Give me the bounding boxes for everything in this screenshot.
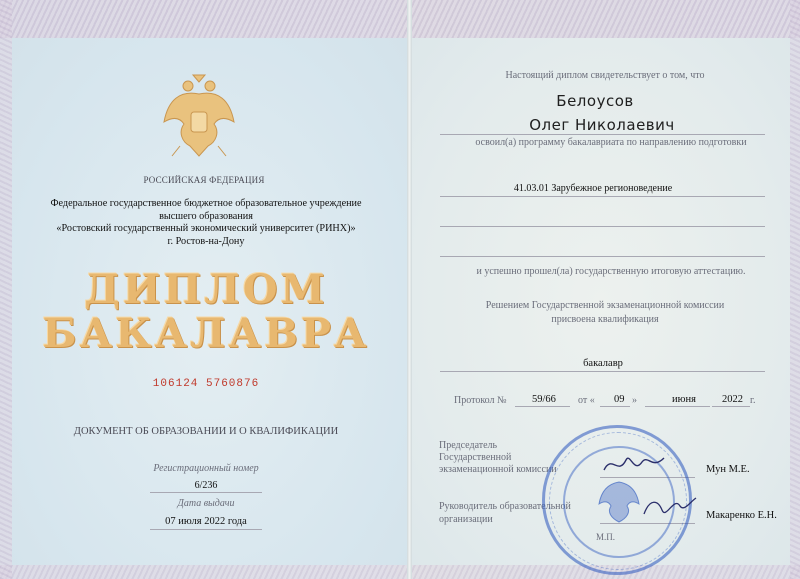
program-underline-2 [440,226,765,227]
registration-underline [150,492,262,493]
guilloche-border-top [0,0,800,38]
registration-number: 6/236 [194,480,218,491]
page-fold [407,0,412,579]
protocol-year-underline [712,406,750,407]
org-line-2: высшего образования [159,211,253,222]
holder-surname: Белоусов [556,92,634,110]
qualification-underline [440,371,765,372]
protocol-day-close: » [632,395,637,406]
issue-date-label: Дата выдачи [177,498,235,509]
title-bachelor: БАКАЛАВРА [42,310,370,357]
serial-number: 106124 5760876 [152,378,260,390]
guilloche-border-right [790,0,800,579]
guilloche-border-left [0,0,12,579]
qualification-value: бакалавр [583,358,623,369]
name-underline [440,134,765,135]
protocol-month-underline [645,406,710,407]
chair-label-3: экзаменационной комиссии [439,464,557,475]
head-label-1: Руководитель образовательной [439,501,571,512]
country-label: РОССИЙСКАЯ ФЕДЕРАЦИЯ [143,175,265,185]
org-line-3: «Ростовский государственный экономический университет (РИНХ)» [56,223,356,234]
attestation-text: и успешно прошел(ла) государственную итоговую аттестацию. [476,266,746,277]
program-underline-3 [440,256,765,257]
protocol-number: 59/66 [532,394,556,405]
protocol-year-suffix: г. [750,395,756,406]
head-signature-icon [640,492,700,522]
chair-name: Мун М.Е. [706,464,750,475]
issue-date-underline [150,529,262,530]
protocol-label: Протокол № [454,395,507,406]
holder-given-names: Олег Николаевич [529,116,675,134]
protocol-year: 2022 [722,394,743,405]
chair-label-2: Государственной [439,452,512,463]
intro-text: Настоящий диплом свидетельствует о том, что [505,70,705,81]
chair-signature-icon [600,450,670,478]
org-line-4: г. Ростов-на-Дону [167,236,245,247]
stamp-place-label: М.П. [596,532,616,542]
mastered-text: освоил(а) программу бакалавриата по направлению подготовки [475,137,747,148]
protocol-number-underline [515,406,570,407]
head-name: Макаренко Е.Н. [706,510,777,521]
org-line-1: Федеральное государственное бюджетное образовательное учреждение [50,198,362,209]
decision-line-2: присвоена квалификация [551,314,659,325]
protocol-day-underline [600,406,630,407]
seal-emblem-icon [597,478,641,524]
protocol-day: 09 [614,394,625,405]
title-diploma: ДИПЛОМ [84,266,328,313]
chair-label-1: Председатель [439,440,498,451]
coat-of-arms-icon [160,72,238,162]
issue-date: 07 июля 2022 года [165,516,247,527]
program-name: 41.03.01 Зарубежное регионоведение [513,183,673,194]
decision-line-1: Решением Государственной экзаменационной комиссии [485,300,725,311]
protocol-from: от « [578,395,595,406]
document-type: ДОКУМЕНТ ОБ ОБРАЗОВАНИИ И О КВАЛИФИКАЦИИ [73,426,339,437]
guilloche-border-bottom [0,565,800,579]
head-label-2: организации [439,514,493,525]
protocol-month: июня [672,394,696,405]
registration-label: Регистрационный номер [153,463,259,474]
program-underline-1 [440,196,765,197]
